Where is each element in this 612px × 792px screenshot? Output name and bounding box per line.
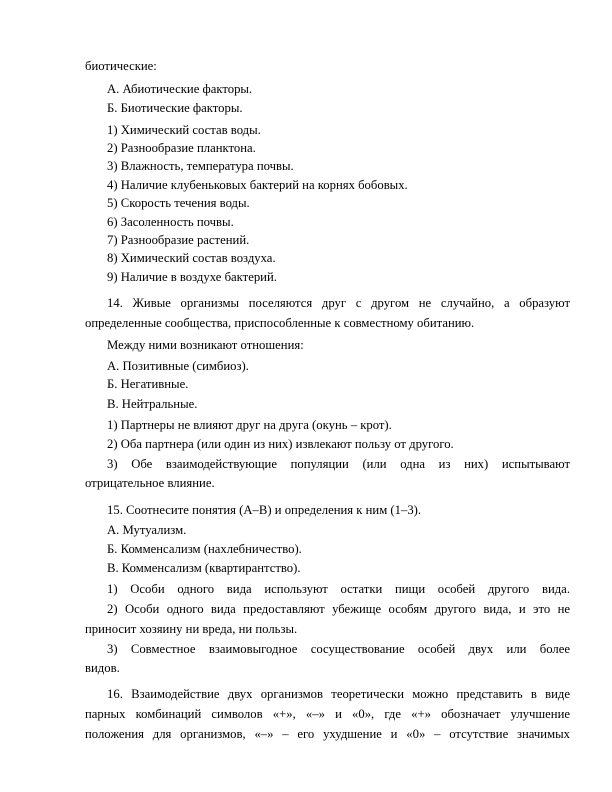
text-line: Б. Биотические факторы. [107, 101, 243, 115]
text-line: Б. Негативные. [107, 377, 189, 391]
text-line: отрицательное влияние. [85, 476, 215, 490]
text-line: 3) Влажность, температура почвы. [107, 159, 294, 173]
text-line: 1) Химический состав воды. [107, 123, 261, 137]
text-line: 1) Партнеры не влияют друг на друга (окунь – крот). [107, 418, 392, 432]
text-line: 2) Особи одного вида предоставляют убежище особям другого вида, и это не [107, 602, 570, 616]
text-line: биотические: [85, 59, 157, 73]
text-line: 8) Химический состав воздуха. [107, 251, 276, 265]
text-line: видов. [85, 661, 120, 675]
text-line: В. Комменсализм (квартирантство). [107, 561, 301, 575]
text-line: А. Позитивные (симбиоз). [107, 359, 249, 373]
text-line: 1) Особи одного вида используют остатки пищи особей другого вида. [107, 582, 570, 596]
text-line: Б. Комменсализм (нахлебничество). [107, 542, 302, 556]
text-line: 6) Засоленность почвы. [107, 215, 234, 229]
text-line: 16. Взаимодействие двух организмов теоретически можно представить в виде [107, 687, 570, 701]
text-line: 3) Обе взаимодействующие популяции (или одна из них) испытывают [107, 457, 570, 471]
text-line: 3) Совместное взаимовыгодное сосуществование особей двух или более [107, 642, 570, 656]
text-line: 14. Живые организмы поселяются друг с другом не случайно, а образуют [107, 296, 570, 310]
text-line: определенные сообщества, приспособленные к совместному обитанию. [85, 316, 475, 330]
text-line: 9) Наличие в воздухе бактерий. [107, 270, 277, 284]
text-line: 2) Оба партнера (или один из них) извлекают пользу от другого. [107, 437, 454, 451]
text-line: парных комбинаций символов «+», «–» и «0», где «+» обозначает улучшение [85, 707, 570, 721]
text-line: Между ними возникают отношения: [107, 338, 304, 352]
text-line: 15. Соотнесите понятия (А–В) и определения к ним (1–3). [107, 503, 422, 517]
text-line: 4) Наличие клубеньковых бактерий на корнях бобовых. [107, 178, 408, 192]
text-line: 7) Разнообразие растений. [107, 233, 250, 247]
text-line: А. Абиотические факторы. [107, 82, 253, 96]
text-line: приносит хозяину ни вреда, ни пользы. [85, 622, 298, 636]
text-line: 2) Разнообразие планктона. [107, 141, 256, 155]
text-line: В. Нейтральные. [107, 397, 198, 411]
text-line: А. Мутуализм. [107, 523, 187, 537]
text-line: положения для организмов, «–» – его ухудшение и «0» – отсутствие значимых [85, 727, 570, 741]
text-line: 5) Скорость течения воды. [107, 196, 250, 210]
